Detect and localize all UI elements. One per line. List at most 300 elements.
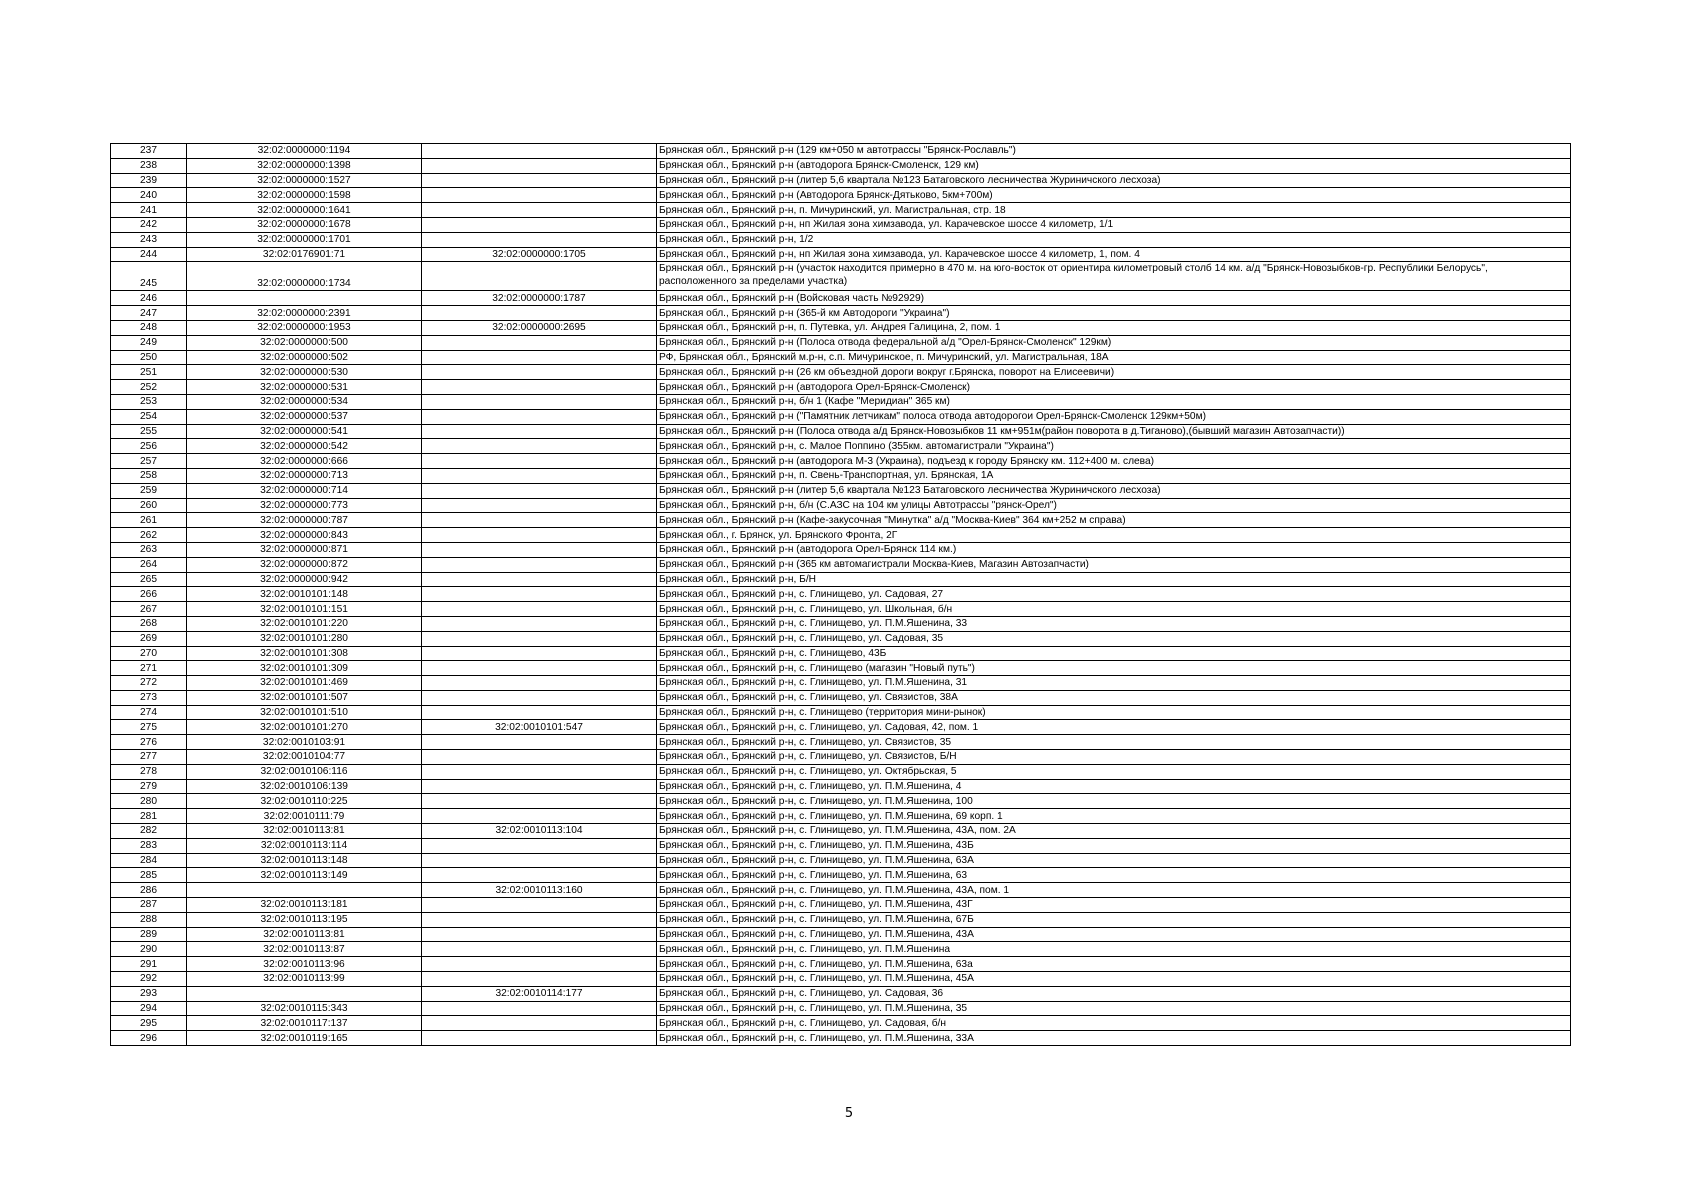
cadastral-number-cell: 32:02:0010103:91 [187, 735, 422, 750]
address-cell: Брянская обл., Брянский р-н, с. Глинищево, ул. П.М.Яшенина, 43Б [657, 838, 1571, 853]
table-row [111, 557, 1571, 572]
address-cell: Брянская обл., Брянский р-н, с. Глинищево, ул. Связистов, 38А [657, 690, 1571, 705]
related-cadastral-number-cell [422, 735, 657, 750]
row-number-cell: 267 [111, 602, 187, 617]
cadastral-number-cell: 32:02:0000000:502 [187, 350, 422, 365]
related-cadastral-number-cell [422, 262, 657, 291]
cadastral-number-cell: 32:02:0000000:942 [187, 572, 422, 587]
related-cadastral-number-cell [422, 705, 657, 720]
address-cell: Брянская обл., Брянский р-н, с. Глинищево, ул. П.М.Яшенина [657, 942, 1571, 957]
table-row [111, 528, 1571, 543]
row-number-cell: 295 [111, 1016, 187, 1031]
cadastral-number-cell: 32:02:0010113:195 [187, 912, 422, 927]
address-cell: Брянская обл., Брянский р-н, с. Малое Поппино (355км. автомагистрали "Украина") [657, 439, 1571, 454]
related-cadastral-number-cell [422, 306, 657, 321]
cadastral-number-cell: 32:02:0000000:1641 [187, 203, 422, 218]
related-cadastral-number-cell [422, 676, 657, 691]
related-cadastral-number-cell [422, 454, 657, 469]
cadastral-number-cell: 32:02:0010101:151 [187, 602, 422, 617]
related-cadastral-number-cell [422, 661, 657, 676]
address-cell: Брянская обл., Брянский р-н, с. Глинищево, ул. П.М.Яшенина, 67Б [657, 912, 1571, 927]
row-number-cell: 281 [111, 809, 187, 824]
table-row [111, 602, 1571, 617]
cadastral-number-cell: 32:02:0000000:541 [187, 424, 422, 439]
cadastral-number-cell: 32:02:0010101:309 [187, 661, 422, 676]
table-row [111, 750, 1571, 765]
address-cell: Брянская обл., Брянский р-н, с. Глинищево, ул. Садовая, 27 [657, 587, 1571, 602]
address-cell: Брянская обл., Брянский р-н (автодорога Орел-Брянск-Смоленск) [657, 380, 1571, 395]
address-cell: Брянская обл., Брянский р-н, с. Глинищево, ул. Связистов, 35 [657, 735, 1571, 750]
row-number-cell: 292 [111, 972, 187, 987]
cadastral-number-cell: 32:02:0000000:843 [187, 528, 422, 543]
row-number-cell: 261 [111, 513, 187, 528]
table-row [111, 232, 1571, 247]
address-cell: Брянская обл., Брянский р-н, с. Глинищево, ул. Связистов, Б/Н [657, 750, 1571, 765]
table-row [111, 794, 1571, 809]
related-cadastral-number-cell [422, 409, 657, 424]
address-cell: Брянская обл., Брянский р-н (129 км+050 м автотрассы "Брянск-Рославль") [657, 144, 1571, 159]
row-number-cell: 237 [111, 144, 187, 159]
table-row [111, 764, 1571, 779]
address-cell: Брянская обл., Брянский р-н, с. Глинищево, ул. П.М.Яшенина, 33А [657, 1031, 1571, 1046]
address-cell: Брянская обл., Брянский р-н, нп Жилая зона химзавода, ул. Карачевское шоссе 4 километр, 1/1 [657, 217, 1571, 232]
table-row [111, 824, 1571, 839]
table-row [111, 572, 1571, 587]
row-number-cell: 238 [111, 158, 187, 173]
table-row [111, 587, 1571, 602]
address-cell: Брянская обл., Брянский р-н (26 км объездной дороги вокруг г.Брянска, поворот на Елисеевичи) [657, 365, 1571, 380]
cadastral-number-cell: 32:02:0000000:1194 [187, 144, 422, 159]
row-number-cell: 277 [111, 750, 187, 765]
related-cadastral-number-cell [422, 898, 657, 913]
related-cadastral-number-cell [422, 853, 657, 868]
address-cell: Брянская обл., Брянский р-н, с. Глинищево, ул. П.М.Яшенина, 31 [657, 676, 1571, 691]
registry-table [110, 143, 1571, 1046]
address-cell: Брянская обл., Брянский р-н, с. Глинищево, ул. П.М.Яшенина, 33 [657, 616, 1571, 631]
table-row [111, 247, 1571, 262]
table-row [111, 144, 1571, 159]
address-cell: Брянская обл., Брянский р-н (365-й км Автодороги "Украина") [657, 306, 1571, 321]
row-number-cell: 290 [111, 942, 187, 957]
related-cadastral-number-cell [422, 616, 657, 631]
related-cadastral-number-cell [422, 587, 657, 602]
row-number-cell: 240 [111, 188, 187, 203]
table-row [111, 306, 1571, 321]
address-cell: Брянская обл., Брянский р-н (участок находится примерно в 470 м. на юго-восток от ориентира километровый столб 14 км. а/д "Брянск-Новозыбков-гр. Республики Белорусь", расположенного за пределами участка) [657, 262, 1571, 291]
related-cadastral-number-cell [422, 646, 657, 661]
row-number-cell: 269 [111, 631, 187, 646]
table-row [111, 262, 1571, 291]
related-cadastral-number-cell [422, 764, 657, 779]
cadastral-number-cell: 32:02:0010113:81 [187, 824, 422, 839]
related-cadastral-number-cell [422, 380, 657, 395]
related-cadastral-number-cell [422, 350, 657, 365]
address-cell: Брянская обл., Брянский р-н, с. Глинищево (магазин "Новый путь") [657, 661, 1571, 676]
related-cadastral-number-cell [422, 912, 657, 927]
row-number-cell: 262 [111, 528, 187, 543]
related-cadastral-number-cell [422, 690, 657, 705]
related-cadastral-number-cell [422, 424, 657, 439]
related-cadastral-number-cell: 32:02:0010101:547 [422, 720, 657, 735]
cadastral-number-cell: 32:02:0010113:114 [187, 838, 422, 853]
row-number-cell: 255 [111, 424, 187, 439]
cadastral-number-cell: 32:02:0000000:1598 [187, 188, 422, 203]
address-cell: Брянская обл., Брянский р-н, с. Глинищево, ул. Октябрьская, 5 [657, 764, 1571, 779]
cadastral-number-cell: 32:02:0010101:220 [187, 616, 422, 631]
table-row [111, 690, 1571, 705]
cadastral-number-cell: 32:02:0010113:81 [187, 927, 422, 942]
table-row [111, 838, 1571, 853]
cadastral-number-cell: 32:02:0000000:773 [187, 498, 422, 513]
table-row [111, 676, 1571, 691]
cadastral-number-cell: 32:02:0010113:181 [187, 898, 422, 913]
cadastral-number-cell: 32:02:0000000:534 [187, 394, 422, 409]
table-row [111, 809, 1571, 824]
table-row [111, 335, 1571, 350]
row-number-cell: 239 [111, 173, 187, 188]
row-number-cell: 274 [111, 705, 187, 720]
cadastral-number-cell: 32:02:0010104:77 [187, 750, 422, 765]
row-number-cell: 259 [111, 483, 187, 498]
related-cadastral-number-cell [422, 557, 657, 572]
table-row [111, 454, 1571, 469]
cadastral-number-cell: 32:02:0000000:530 [187, 365, 422, 380]
related-cadastral-number-cell [422, 572, 657, 587]
address-cell: Брянская обл., Брянский р-н, с. Глинищево, ул. Садовая, 42, пом. 1 [657, 720, 1571, 735]
cadastral-number-cell: 32:02:0000000:871 [187, 542, 422, 557]
address-cell: Брянская обл., Брянский р-н, с. Глинищево, ул. П.М.Яшенина, 63А [657, 853, 1571, 868]
related-cadastral-number-cell [422, 927, 657, 942]
cadastral-number-cell: 32:02:0010101:280 [187, 631, 422, 646]
cadastral-number-cell: 32:02:0000000:500 [187, 335, 422, 350]
row-number-cell: 282 [111, 824, 187, 839]
table-row [111, 380, 1571, 395]
row-number-cell: 296 [111, 1031, 187, 1046]
address-cell: Брянская обл., Брянский р-н, с. Глинищево, ул. П.М.Яшенина, 43Г [657, 898, 1571, 913]
table-row [111, 468, 1571, 483]
address-cell: Брянская обл., Брянский р-н (автодорога Брянск-Смоленск, 129 км) [657, 158, 1571, 173]
table-row [111, 158, 1571, 173]
related-cadastral-number-cell [422, 542, 657, 557]
cadastral-number-cell [187, 291, 422, 306]
related-cadastral-number-cell: 32:02:0000000:1787 [422, 291, 657, 306]
cadastral-number-cell [187, 986, 422, 1001]
address-cell: Брянская обл., Брянский р-н (литер 5,6 квартала №123 Батаговского лесничества Журиничского лесхоза) [657, 173, 1571, 188]
table-row [111, 779, 1571, 794]
related-cadastral-number-cell [422, 1001, 657, 1016]
address-cell: Брянская обл., Брянский р-н, 1/2 [657, 232, 1571, 247]
address-cell: Брянская обл., Брянский р-н, с. Глинищево, ул. П.М.Яшенина, 100 [657, 794, 1571, 809]
related-cadastral-number-cell [422, 173, 657, 188]
related-cadastral-number-cell [422, 468, 657, 483]
address-cell: Брянская обл., Брянский р-н, с. Глинищево, ул. Садовая, 35 [657, 631, 1571, 646]
table-row [111, 1031, 1571, 1046]
row-number-cell: 264 [111, 557, 187, 572]
related-cadastral-number-cell [422, 1016, 657, 1031]
table-row [111, 394, 1571, 409]
table-row [111, 188, 1571, 203]
address-cell: Брянская обл., Брянский р-н, с. Глинищево, ул. П.М.Яшенина, 69 корп. 1 [657, 809, 1571, 824]
related-cadastral-number-cell [422, 394, 657, 409]
table-row [111, 735, 1571, 750]
row-number-cell: 268 [111, 616, 187, 631]
cadastral-number-cell: 32:02:0000000:537 [187, 409, 422, 424]
table-row [111, 320, 1571, 335]
table-row [111, 972, 1571, 987]
address-cell: Брянская обл., Брянский р-н (автодорога М-3 (Украина), подъезд к городу Брянску км. 112+400 м. слева) [657, 454, 1571, 469]
row-number-cell: 257 [111, 454, 187, 469]
related-cadastral-number-cell [422, 232, 657, 247]
table-row [111, 409, 1571, 424]
related-cadastral-number-cell [422, 750, 657, 765]
address-cell: Брянская обл., Брянский р-н (автодорога Орел-Брянск 114 км.) [657, 542, 1571, 557]
address-cell: Брянская обл., Брянский р-н (365 км автомагистрали Москва-Киев, Магазин Автозапчасти) [657, 557, 1571, 572]
cadastral-number-cell: 32:02:0010113:87 [187, 942, 422, 957]
row-number-cell: 284 [111, 853, 187, 868]
address-cell: Брянская обл., Брянский р-н (литер 5,6 квартала №123 Батаговского лесничества Журиничского лесхоза) [657, 483, 1571, 498]
cadastral-number-cell: 32:02:0010117:137 [187, 1016, 422, 1031]
table-row [111, 217, 1571, 232]
row-number-cell: 266 [111, 587, 187, 602]
related-cadastral-number-cell [422, 868, 657, 883]
table-row [111, 173, 1571, 188]
cadastral-number-cell: 32:02:0010101:507 [187, 690, 422, 705]
row-number-cell: 294 [111, 1001, 187, 1016]
related-cadastral-number-cell: 32:02:0010113:160 [422, 883, 657, 898]
cadastral-number-cell: 32:02:0010101:510 [187, 705, 422, 720]
row-number-cell: 254 [111, 409, 187, 424]
related-cadastral-number-cell [422, 794, 657, 809]
cadastral-number-cell: 32:02:0010113:99 [187, 972, 422, 987]
address-cell: Брянская обл., Брянский р-н, с. Глинищево, ул. П.М.Яшенина, 63а [657, 957, 1571, 972]
page-number: 5 [844, 1106, 854, 1121]
row-number-cell: 285 [111, 868, 187, 883]
row-number-cell: 242 [111, 217, 187, 232]
cadastral-number-cell: 32:02:0000000:531 [187, 380, 422, 395]
row-number-cell: 246 [111, 291, 187, 306]
row-number-cell: 247 [111, 306, 187, 321]
table-row [111, 424, 1571, 439]
related-cadastral-number-cell [422, 365, 657, 380]
cadastral-number-cell: 32:02:0010111:79 [187, 809, 422, 824]
table-row [111, 720, 1571, 735]
row-number-cell: 253 [111, 394, 187, 409]
table-row [111, 498, 1571, 513]
cadastral-number-cell: 32:02:0010101:469 [187, 676, 422, 691]
related-cadastral-number-cell: 32:02:0000000:1705 [422, 247, 657, 262]
related-cadastral-number-cell [422, 942, 657, 957]
address-cell: Брянская обл., г. Брянск, ул. Брянского Фронта, 2Г [657, 528, 1571, 543]
address-cell: Брянская обл., Брянский р-н, с. Глинищево (территория мини-рынок) [657, 705, 1571, 720]
address-cell: Брянская обл., Брянский р-н (Полоса отвода а/д Брянск-Новозыбков 11 км+951м(район поворота в д.Тиганово),(бывший магазин Автозапчасти)) [657, 424, 1571, 439]
table-row [111, 203, 1571, 218]
table-row [111, 365, 1571, 380]
cadastral-number-cell: 32:02:0000000:666 [187, 454, 422, 469]
related-cadastral-number-cell [422, 528, 657, 543]
cadastral-number-cell: 32:02:0176901:71 [187, 247, 422, 262]
table-row [111, 898, 1571, 913]
table-row [111, 291, 1571, 306]
row-number-cell: 276 [111, 735, 187, 750]
table-row [111, 912, 1571, 927]
cadastral-number-cell: 32:02:0010101:148 [187, 587, 422, 602]
table-row [111, 942, 1571, 957]
table-row [111, 616, 1571, 631]
table-row [111, 986, 1571, 1001]
row-number-cell: 251 [111, 365, 187, 380]
row-number-cell: 271 [111, 661, 187, 676]
row-number-cell: 273 [111, 690, 187, 705]
address-cell: Брянская обл., Брянский р-н, с. Глинищево, ул. П.М.Яшенина, 43А [657, 927, 1571, 942]
cadastral-number-cell: 32:02:0000000:1701 [187, 232, 422, 247]
row-number-cell: 279 [111, 779, 187, 794]
address-cell: Брянская обл., Брянский р-н, п. Путевка, ул. Андрея Галицина, 2, пом. 1 [657, 320, 1571, 335]
related-cadastral-number-cell [422, 972, 657, 987]
row-number-cell: 280 [111, 794, 187, 809]
related-cadastral-number-cell [422, 838, 657, 853]
table-row [111, 868, 1571, 883]
table-row [111, 542, 1571, 557]
row-number-cell: 250 [111, 350, 187, 365]
table-row [111, 513, 1571, 528]
table-row [111, 1001, 1571, 1016]
cadastral-number-cell: 32:02:0010106:116 [187, 764, 422, 779]
row-number-cell: 293 [111, 986, 187, 1001]
row-number-cell: 258 [111, 468, 187, 483]
cadastral-number-cell: 32:02:0000000:1527 [187, 173, 422, 188]
address-cell: РФ, Брянская обл., Брянский м.р-н, с.п. Мичуринское, п. Мичуринский, ул. Магистральная, 18А [657, 350, 1571, 365]
related-cadastral-number-cell [422, 631, 657, 646]
cadastral-number-cell: 32:02:0010113:149 [187, 868, 422, 883]
table-row [111, 1016, 1571, 1031]
related-cadastral-number-cell [422, 335, 657, 350]
address-cell: Брянская обл., Брянский р-н (Войсковая часть №92929) [657, 291, 1571, 306]
related-cadastral-number-cell [422, 217, 657, 232]
cadastral-number-cell: 32:02:0000000:2391 [187, 306, 422, 321]
row-number-cell: 249 [111, 335, 187, 350]
row-number-cell: 252 [111, 380, 187, 395]
cadastral-number-cell: 32:02:0000000:1734 [187, 262, 422, 291]
cadastral-number-cell: 32:02:0000000:787 [187, 513, 422, 528]
related-cadastral-number-cell [422, 203, 657, 218]
address-cell: Брянская обл., Брянский р-н, с. Глинищево, ул. П.М.Яшенина, 35 [657, 1001, 1571, 1016]
row-number-cell: 288 [111, 912, 187, 927]
related-cadastral-number-cell [422, 809, 657, 824]
address-cell: Брянская обл., Брянский р-н, с. Глинищево, ул. Школьная, б/н [657, 602, 1571, 617]
address-cell: Брянская обл., Брянский р-н, с. Глинищево, ул. Садовая, б/н [657, 1016, 1571, 1031]
cadastral-number-cell: 32:02:0000000:1678 [187, 217, 422, 232]
row-number-cell: 245 [111, 262, 187, 291]
related-cadastral-number-cell [422, 439, 657, 454]
related-cadastral-number-cell: 32:02:0010113:104 [422, 824, 657, 839]
related-cadastral-number-cell [422, 602, 657, 617]
related-cadastral-number-cell [422, 779, 657, 794]
related-cadastral-number-cell: 32:02:0000000:2695 [422, 320, 657, 335]
row-number-cell: 248 [111, 320, 187, 335]
address-cell: Брянская обл., Брянский р-н, п. Свень-Транспортная, ул. Брянская, 1А [657, 468, 1571, 483]
row-number-cell: 283 [111, 838, 187, 853]
address-cell: Брянская обл., Брянский р-н, б/н (С.АЗС на 104 км улицы Автотрассы "рянск-Орел") [657, 498, 1571, 513]
related-cadastral-number-cell [422, 188, 657, 203]
related-cadastral-number-cell [422, 498, 657, 513]
cadastral-number-cell: 32:02:0010101:308 [187, 646, 422, 661]
related-cadastral-number-cell: 32:02:0010114:177 [422, 986, 657, 1001]
cadastral-number-cell [187, 883, 422, 898]
address-cell: Брянская обл., Брянский р-н, с. Глинищево, ул. П.М.Яшенина, 4 [657, 779, 1571, 794]
cadastral-number-cell: 32:02:0000000:542 [187, 439, 422, 454]
table-row [111, 350, 1571, 365]
related-cadastral-number-cell [422, 483, 657, 498]
address-cell: Брянская обл., Брянский р-н, с. Глинищево, ул. Садовая, 36 [657, 986, 1571, 1001]
cadastral-number-cell: 32:02:0010115:343 [187, 1001, 422, 1016]
address-cell: Брянская обл., Брянский р-н, с. Глинищево, ул. П.М.Яшенина, 63 [657, 868, 1571, 883]
related-cadastral-number-cell [422, 513, 657, 528]
row-number-cell: 263 [111, 542, 187, 557]
address-cell: Брянская обл., Брянский р-н (Автодорога Брянск-Дятьково, 5км+700м) [657, 188, 1571, 203]
related-cadastral-number-cell [422, 144, 657, 159]
address-cell: Брянская обл., Брянский р-н ("Памятник летчикам" полоса отвода автодорогои Орел-Брянск-Смоленск 129км+50м) [657, 409, 1571, 424]
table-row [111, 883, 1571, 898]
related-cadastral-number-cell [422, 158, 657, 173]
table-row [111, 646, 1571, 661]
table-row [111, 661, 1571, 676]
row-number-cell: 289 [111, 927, 187, 942]
address-cell: Брянская обл., Брянский р-н, б/н 1 (Кафе "Меридиан" 365 км) [657, 394, 1571, 409]
row-number-cell: 265 [111, 572, 187, 587]
row-number-cell: 256 [111, 439, 187, 454]
cadastral-number-cell: 32:02:0000000:1953 [187, 320, 422, 335]
row-number-cell: 243 [111, 232, 187, 247]
row-number-cell: 291 [111, 957, 187, 972]
row-number-cell: 270 [111, 646, 187, 661]
row-number-cell: 241 [111, 203, 187, 218]
table-row [111, 853, 1571, 868]
registry-table-body [111, 144, 1571, 1046]
row-number-cell: 244 [111, 247, 187, 262]
cadastral-number-cell: 32:02:0010106:139 [187, 779, 422, 794]
cadastral-number-cell: 32:02:0010119:165 [187, 1031, 422, 1046]
cadastral-number-cell: 32:02:0000000:713 [187, 468, 422, 483]
cadastral-number-cell: 32:02:0010113:148 [187, 853, 422, 868]
cadastral-number-cell: 32:02:0010110:225 [187, 794, 422, 809]
row-number-cell: 275 [111, 720, 187, 735]
row-number-cell: 278 [111, 764, 187, 779]
address-cell: Брянская обл., Брянский р-н (Полоса отвода федеральной а/д "Орел-Брянск-Смоленск" 129км) [657, 335, 1571, 350]
address-cell: Брянская обл., Брянский р-н, нп Жилая зона химзавода, ул. Карачевское шоссе 4 километр, 1, пом. 4 [657, 247, 1571, 262]
address-cell: Брянская обл., Брянский р-н, с. Глинищево, ул. П.М.Яшенина, 45А [657, 972, 1571, 987]
address-cell: Брянская обл., Брянский р-н, с. Глинищево, 43Б [657, 646, 1571, 661]
row-number-cell: 287 [111, 898, 187, 913]
row-number-cell: 272 [111, 676, 187, 691]
address-cell: Брянская обл., Брянский р-н, с. Глинищево, ул. П.М.Яшенина, 43А, пом. 1 [657, 883, 1571, 898]
table-row [111, 631, 1571, 646]
address-cell: Брянская обл., Брянский р-н, Б/Н [657, 572, 1571, 587]
table-row [111, 957, 1571, 972]
address-cell: Брянская обл., Брянский р-н, с. Глинищево, ул. П.М.Яшенина, 43А, пом. 2А [657, 824, 1571, 839]
cadastral-number-cell: 32:02:0000000:1398 [187, 158, 422, 173]
row-number-cell: 260 [111, 498, 187, 513]
cadastral-number-cell: 32:02:0010113:96 [187, 957, 422, 972]
related-cadastral-number-cell [422, 957, 657, 972]
table-row [111, 927, 1571, 942]
cadastral-number-cell: 32:02:0010101:270 [187, 720, 422, 735]
table-row [111, 483, 1571, 498]
cadastral-number-cell: 32:02:0000000:872 [187, 557, 422, 572]
cadastral-number-cell: 32:02:0000000:714 [187, 483, 422, 498]
row-number-cell: 286 [111, 883, 187, 898]
address-cell: Брянская обл., Брянский р-н (Кафе-закусочная "Минутка" а/д "Москва-Киев" 364 км+252 м справа) [657, 513, 1571, 528]
address-cell: Брянская обл., Брянский р-н, п. Мичуринский, ул. Магистральная, стр. 18 [657, 203, 1571, 218]
